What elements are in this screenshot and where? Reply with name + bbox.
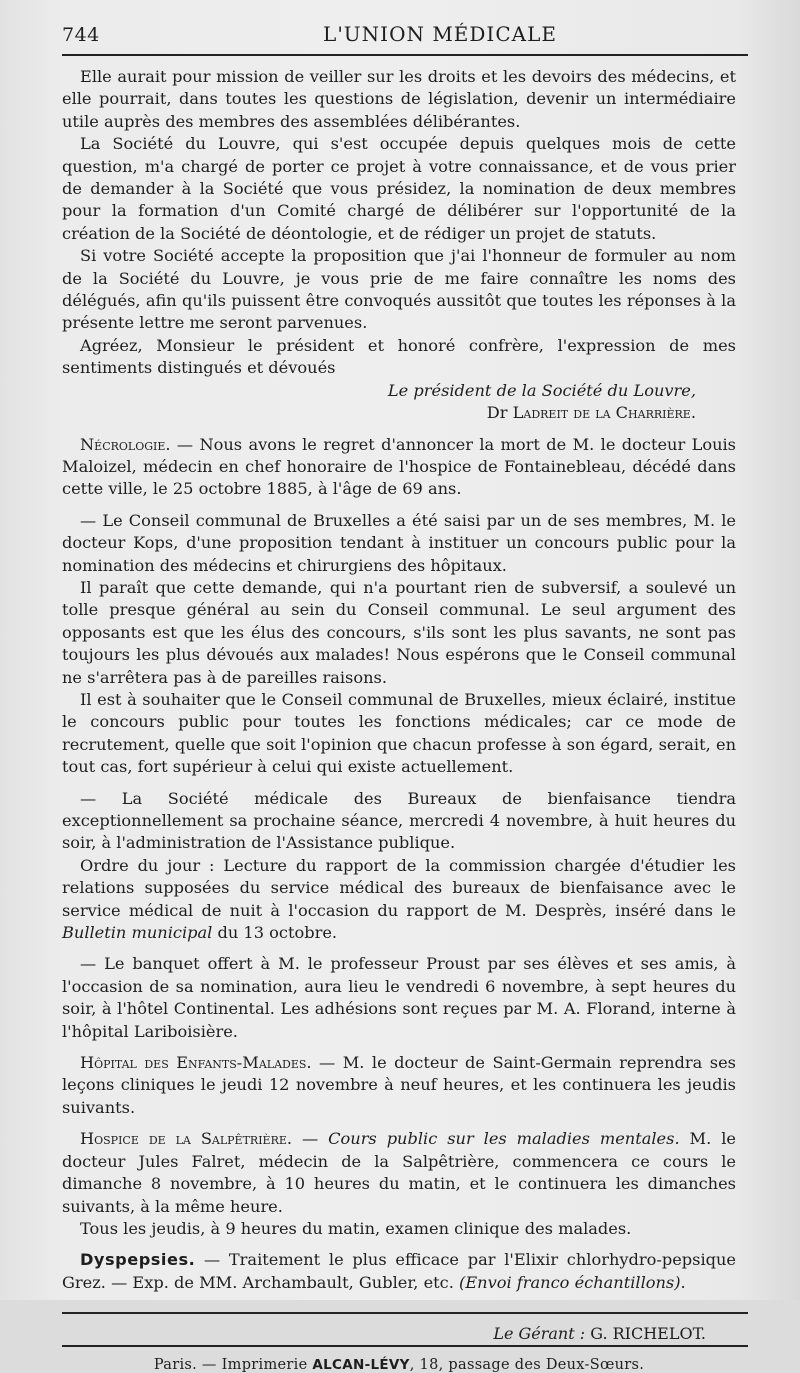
- footer-rule-thin: [62, 1345, 748, 1347]
- printer-name: ALCAN-LÉVY: [312, 1357, 410, 1373]
- advert-notice: [62, 1249, 736, 1294]
- notice-text: M. le docteur Jules Falret, médecin de la Salpêtrière, commencera ce cours le dimanche 8 novembre, à 10 heures du matin, et le continuera les dimanches suivants, à la même heure.: [62, 1129, 736, 1216]
- advert-label: Dyspepsies.: [80, 1250, 196, 1270]
- notice-text: — M. le docteur de Saint-Germain reprendra ses leçons cliniques le jeudi 12 novembre à neuf heures, et les continuera les jeudis suivants.: [62, 1053, 736, 1117]
- page-number: 744: [62, 24, 100, 46]
- notice-text: du 13 octobre.: [212, 923, 338, 943]
- bruxelles-paragraph: Il est à souhaiter que le Conseil communal de Bruxelles, mieux éclairé, institue le concours public pour toutes les fonctions médicales; car ce mode de recrutement, quelle que soit l'opinion que chacun professe à son égard, serait, en tout cas, fort supérieur à celui qui existe actuellement.: [62, 689, 736, 777]
- letter-paragraph: La Société du Louvre, qui s'est occupée depuis quelques mois de cette question, m'a chargé de porter ce projet à votre connaissance, et de vous prier de demander à la Société que vous présidez, la nomination de deux membres pour la formation d'un Comité chargé de délibérer sur l'opportunité de la création de la Société de déontologie, et de rédiger un projet de statuts.: [62, 134, 736, 243]
- page-header: [62, 22, 748, 56]
- banquet-notice: — Le banquet offert à M. le professeur Proust par ses élèves et ses amis, à l'occasion de sa nomination, aura lieu le vendredi 6 novembre, à sept heures du soir, à l'hôtel Continental. Les adhésions sont reçues par M. A. Florand, interne à l'hôpital Lariboisière.: [62, 954, 736, 1041]
- ordre-du-jour: [62, 855, 736, 945]
- section-label: Hôpital des Enfants-Malades.: [80, 1053, 312, 1073]
- bienfaisance-notice: — La Société médicale des Bureaux de bienfaisance tiendra exceptionnellement sa prochaine séance, mercredi 4 novembre, à huit heures du soir, à l'administration de l'Assistance publique.: [62, 788, 736, 853]
- advert-italic: (Envoi franco échantillons): [459, 1272, 681, 1292]
- gerant-line: [62, 1324, 736, 1343]
- letter-paragraph: Si votre Société accepte la proposition que j'ai l'honneur de formuler au nom de la Société du Louvre, je vous prie de me faire connaître les noms des délégués, afin qu'ils puissent être convoqués aussitôt que toutes les réponses à la présente lettre me seront parvenues.: [62, 246, 736, 333]
- section-label: Nécrologie.: [80, 434, 171, 454]
- printer-imprint: [62, 1357, 736, 1373]
- footer-rule: [62, 1312, 748, 1314]
- signature-title: Le président de la Société du Louvre,: [387, 380, 696, 400]
- journal-title: L'UNION MÉDICALE: [323, 22, 557, 46]
- section-label: Hospice de la Salpêtrière.: [80, 1129, 293, 1149]
- letter-paragraph: Elle aurait pour mission de veiller sur les droits et les devoirs des médecins, et elle pourrait, dans toutes les questions de législation, devenir un intermédiaire utile auprès des membres des assemblées délibérantes.: [62, 67, 736, 131]
- enfants-malades-notice: [62, 1052, 736, 1119]
- letter-closing: Agréez, Monsieur le président et honoré confrère, l'expression de mes sentiments distingués et dévoués: [62, 335, 736, 378]
- signature-prefix: Dr: [486, 403, 508, 423]
- bulletin-title: Bulletin municipal: [62, 923, 213, 943]
- course-title: Cours public sur les maladies mentales.: [328, 1129, 680, 1149]
- article-body: [62, 66, 736, 1294]
- notice-dash: —: [292, 1129, 329, 1149]
- advert-end: .: [680, 1272, 686, 1292]
- signature-surname: Ladreit de la Charrière.: [512, 403, 696, 423]
- signature-name: [62, 402, 736, 424]
- bruxelles-notice: — Le Conseil communal de Bruxelles a été saisi par un de ses membres, M. le docteur Kops, d'une proposition tendant à instituer un concours public pour la nomination des médecins et chirurgiens des hôpitaux.: [62, 510, 736, 575]
- gerant-label: Le Gérant :: [493, 1324, 586, 1344]
- notice-text: Ordre du jour : Lecture du rapport de la commission chargée d'étudier les relations supposées du service médical des bureaux de bienfaisance avec le service médical de nuit à l'occasion du rapport de M. Desprès, inséré dans le: [62, 855, 736, 920]
- notice-text: — Nous avons le regret d'annoncer la mort de M. le docteur Louis Maloizel, médecin en chef honoraire de l'hospice de Fontainebleau, décédé dans cette ville, le 25 octobre 1885, à l'âge de 69 ans.: [62, 434, 736, 499]
- necrologie-notice: [62, 434, 736, 501]
- advert-text: — Traitement le plus efficace par l'Elixir chlorhydro-pepsique Grez. — Exp. de MM. Archambault, Gubler, etc.: [62, 1250, 736, 1292]
- imprint-text: Paris. — Imprimerie: [153, 1357, 313, 1373]
- gerant-name: G. RICHELOT.: [585, 1324, 706, 1344]
- salpetriere-notice: [62, 1128, 736, 1218]
- salpetriere-paragraph: Tous les jeudis, à 9 heures du matin, examen clinique des malades.: [80, 1218, 632, 1238]
- bruxelles-paragraph: Il paraît que cette demande, qui n'a pourtant rien de subversif, a soulevé un tolle presque général au sein du Conseil communal. Le seul argument des opposants est que les élus des concours, s'ils sont les plus savants, ne sont pas toujours les plus dévoués aux malades! Nous espérons que le Conseil communal ne s'arrêtera pas à de pareilles raisons.: [62, 577, 736, 687]
- imprint-text: , 18, passage des Deux-Sœurs.: [409, 1357, 645, 1373]
